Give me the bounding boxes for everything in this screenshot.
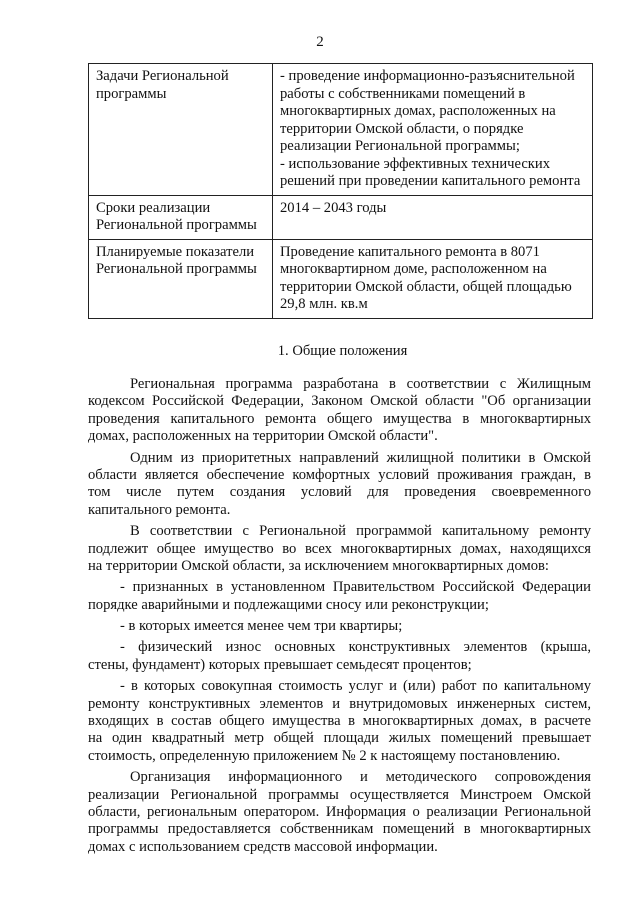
table-value-line: - проведение информационно-разъяснительной (280, 68, 575, 84)
table-label-cell (89, 195, 273, 239)
paragraph-line: области, региональным оператором. Информация о реализации Региональной (88, 803, 591, 820)
table-row (89, 64, 593, 196)
table-value-cell (273, 239, 593, 318)
paragraph-line: - в которых имеется менее чем три квартиры; (120, 618, 403, 635)
paragraph-line: порядке аварийными и подлежащими сносу или реконструкции; (88, 596, 489, 613)
paragraph (88, 579, 591, 614)
table-value-cell (273, 64, 593, 196)
paragraph (88, 769, 591, 856)
section-heading: 1. Общие положения (277, 343, 408, 359)
table-label-cell (89, 64, 273, 196)
document-body (88, 376, 591, 860)
table-value-line: многоквартирных домах, расположенных на (280, 103, 556, 119)
table-label-cell (89, 239, 273, 318)
table-label-line: Региональной программы (96, 261, 257, 277)
paragraph-line: Организация информационного и методического сопровождения (130, 769, 591, 786)
paragraph-line: ремонту конструктивных элементов и внутридомовых инженерных систем, (88, 695, 591, 712)
table-value-line: решений при проведении капитального ремонта (280, 173, 581, 189)
table-row (89, 195, 593, 239)
paragraph (88, 523, 591, 575)
table-label-line: Задачи Региональной (96, 68, 229, 84)
table-value-line: многоквартирном доме, расположенном на (280, 261, 547, 277)
paragraph-line: стоимость, определенную приложением № 2 к настоящему постановлению. (88, 747, 561, 764)
table-value-line: Проведение капитального ремонта в 8071 (280, 243, 540, 260)
paragraph-line: капитального ремонта. (88, 501, 231, 518)
paragraph-line: на один квадратный метр общей площади жилых помещений превышает (88, 730, 591, 747)
paragraph-line: области является обеспечение комфортных условий проживания граждан, в (88, 466, 591, 483)
table-value-line: 2014 – 2043 годы (280, 199, 387, 216)
table-label-line: программы (96, 85, 167, 102)
table-value-cell (273, 195, 593, 239)
paragraph-line: кодексом Российской Федерации, Законом Омской области "Об организации (88, 393, 591, 410)
paragraph-line: проведения капитального ремонта общего имущества в многоквартирных (88, 410, 591, 427)
table-label-line: Планируемые показатели (96, 243, 255, 260)
table-value-line: территории Омской области, о порядке (280, 120, 524, 137)
program-summary-table (88, 63, 593, 319)
paragraph-line: подлежит общее имущество во всех многоквартирных домах, находящихся (88, 540, 591, 557)
table-value-line: территории Омской области, общей площадью (280, 278, 572, 295)
paragraph-line: В соответствии с Региональной программой капитальному ремонту (130, 523, 591, 540)
paragraph-line: Региональная программа разработана в соответствии с Жилищным (130, 376, 591, 392)
paragraph-line: входящих в состав общего имущества в многоквартирных домах, в расчете (88, 713, 591, 730)
paragraph-line: на территории Омской области, за исключением многоквартирных домов: (88, 557, 549, 574)
table-row (89, 239, 593, 318)
paragraph-line: домах с использованием средств массовой информации. (88, 838, 438, 855)
paragraph-line: программы предоставляется собственникам помещений в многоквартирных (88, 821, 591, 838)
paragraph-line: - физический износ основных конструктивных элементов (крыша, (120, 639, 591, 656)
table-value-line: - использование эффективных технических (280, 155, 550, 172)
paragraph-line: - в которых совокупная стоимость услуг и (или) работ по капитальному (120, 678, 591, 695)
paragraph (88, 376, 591, 446)
paragraph (88, 678, 591, 765)
paragraph-line: том числе путем создания условий для проведения своевременного (88, 484, 591, 501)
paragraph-line: стены, фундамент) которых превышает семьдесят процентов; (88, 656, 472, 673)
table-value-line: реализации Региональной программы; (280, 138, 520, 154)
paragraph (88, 618, 591, 635)
paragraph (88, 450, 591, 520)
table-label-line: Сроки реализации (96, 199, 211, 216)
page-number: 2 (316, 34, 324, 50)
table-value-line: 29,8 млн. кв.м (280, 296, 368, 312)
paragraph-line: Одним из приоритетных направлений жилищной политики в Омской (130, 449, 591, 466)
table-label-line: Региональной программы (96, 217, 257, 233)
paragraph (88, 639, 591, 674)
paragraph-line: домах, расположенных на территории Омской области". (88, 428, 438, 445)
table-value-line: работы с собственниками помещений в (280, 85, 526, 102)
paragraph-line: реализации Региональной программы осуществляется Минстроем Омской (88, 786, 591, 803)
paragraph-line: - признанных в установленном Правительством Российской Федерации (120, 579, 591, 596)
